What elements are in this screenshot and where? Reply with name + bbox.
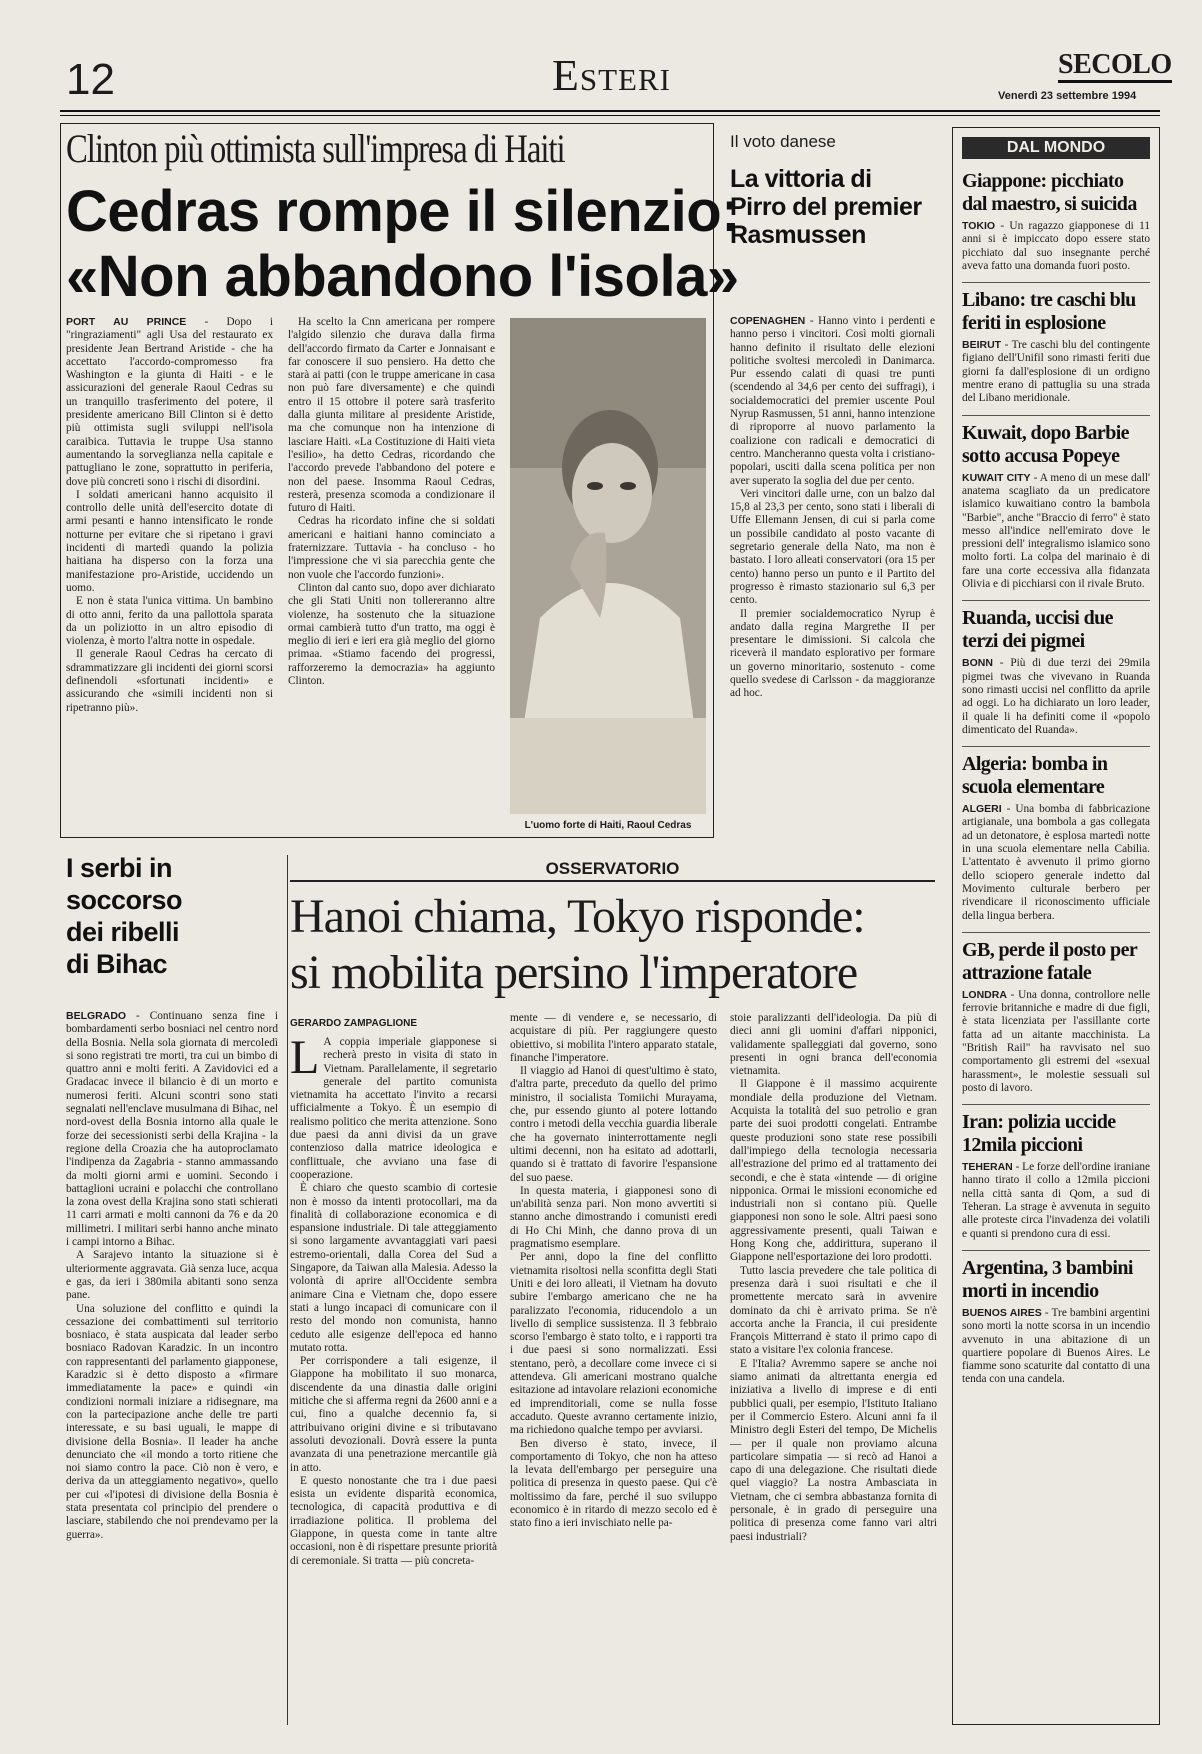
dal-mondo-item-headline: Libano: tre caschi blu feriti in esplosione: [962, 289, 1136, 335]
haiti-col1-p4: Il generale Raoul Cedras ha cercato di sdrammatizzare gli incidenti dei giorni scorsi definendoli «sfortunati incidenti» e assicurando che «simili incidenti non si ripetranno più».: [66, 648, 273, 714]
haiti-col1-text: - Dopo i "ringraziamenti" agli Usa del restaurato ex presidente Jean Bertrand Aristide - che ha accettato l'accordo-compromesso fra Washington e la giunta di Haiti - e le assicurazioni del generale Raoul Cedras su un tranquillo trasferimento del potere, il presidente americano Bill Clinton si è detto più ottimista sugli sviluppi nell'isola caraibica. Tuttavia le truppe Usa stanno aumentando la sorveglianza nella capitale e pattugliano le zone, soprattutto in periferia, dove più concreti sono i rischi di disordini.: [66, 316, 273, 488]
dal-mondo-item-body: [962, 1307, 1150, 1387]
denmark-headline: La vittoria di Pirro del premier Rasmussen: [730, 165, 922, 249]
dal-mondo-item-headline: Ruanda, uccisi due terzi dei pigmei: [962, 607, 1113, 653]
osservatorio-col2-p4: Per anni, dopo la fine del conflitto vietnamita risoltosi nella sconfitta degli Stati Uniti e dei loro alleati, il Vietnam ha dovuto subire l'embargo americano che ne ha paralizzato l'economia, riducendolo a un livello di semplice sussistenza. Il 3 febbraio scorso l'embargo è stato tolto, e i rapporti tra i due paesi si sono normalizzati. Essi stentano, però, a decollare come invece ci si attendeva. Gli americani mostrano qualche esitazione ad intavolare relazioni economiche ed imprenditoriali, come se nulla fosse accaduto. Queste avranno certamente inizio, ma richiedono qualche tempo per avviarsi.: [510, 1251, 717, 1437]
dal-mondo-item: [962, 932, 1150, 1095]
header-rule: [60, 110, 1160, 112]
haiti-col1-p3: E non è stata l'unica vittima. Un bambino di otto anni, ferito da una pallottola sparata da un poliziotto in un altro episodio di violenza, è morto l'altra notte in ospedale.: [66, 595, 273, 648]
paper-name: SECOLO: [1058, 50, 1172, 83]
dal-mondo-item-text: - Tre bambini argentini sono morti la notte scorsa in un incendio avvenuto in una abitazione di un quartiere popolare di Buenos Aires. Le fiamme sono scaturite dal contatto di una tenda con una candela.: [962, 1306, 1150, 1386]
dal-mondo-item-text: - Un ragazzo giapponese di 11 anni si è impiccato dopo essere stato picchiato dal suo insegnante perché aveva fatto una domanda fuori posto.: [962, 220, 1150, 272]
serbi-headline: I serbi in soccorso dei ribelli di Bihac: [66, 853, 183, 979]
osservatorio-col2-p1: mente — di vendere e, se necessario, di acquistare di più. Per raggiungere questo obiettivo, si mobilita l'intero apparato statale, finanche l'imperatore.: [510, 1012, 717, 1064]
osservatorio-col3-p2: Il Giappone è il massimo acquirente mondiale della produzione del Vietnam. Acquista la totalità del suo petrolio e gran parte dei suoi prodotti congelati. Entrambe queste produzioni sono state rese possibili dall'impiego della tecnologia necessaria all'estrazione del primo ed al trattamento dei secondi, e che è stata «intende — di origine nipponica. Ormai le missioni economiche ed industriali non si contano più. Quelle giapponesi non sono le sole. Altri paesi sono aggressivamente presenti, quali Taiwan e Hong Kong che, addirittura, superano il Giappone nell'esportazione dei loro prodotti.: [730, 1078, 937, 1264]
osservatorio-label: OSSERVATORIO: [290, 858, 935, 882]
dal-mondo-item-text: - A meno di un mese dall' anatema scagliato da un predicatore islamico kuwaitiano contro la bambola "Barbie", anche "Braccio di ferro" è stato messo all'indice nell'emirato dove le pressioni dell' integralismo islamico sono molto forti. La colpa del marinaio è di fare una corte eccessiva alla fidanzata Olivia e di picchiarsi con il rivale Bruto.: [962, 471, 1150, 591]
dal-mondo-item-text: - Una donna, controllore nelle ferrovie britanniche e madre di due figli, è stata licenziata per l'assillante corte fatta ad un aitante macchinista. La "British Rail" ha ravvisato nel suo comportamento gli estremi del «sexual harassment», le molestie sessuali sul posto di lavoro.: [962, 988, 1150, 1094]
cedras-portrait-image: [510, 318, 706, 814]
dal-mondo-item: [962, 746, 1150, 923]
dal-mondo-item-dateline: TEHERAN: [962, 1161, 1013, 1174]
dal-mondo-item: [962, 282, 1150, 405]
dal-mondo-item-body: [962, 339, 1150, 405]
osservatorio-col1-p4: E questo nonostante che tra i due paesi esista un evidente disparità economica, tecnologica, di capacità produttiva e di irradiazione politica. Il problema del Giappone, in questa come in tante altre occasioni, non è di rispettare presunte priorità di ceremoniale. Si tratta — più concreta-: [290, 1474, 497, 1567]
osservatorio-col2-p3: In questa materia, i giapponesi sono di un'abilità senza pari. Non mono avvertiti si stanno anche dimostrando i comunisti eredi di Ho Chi Minh, che danno prova di un pragmatismo esemplare.: [510, 1184, 717, 1251]
dal-mondo-item-headline: Algeria: bomba in scuola elementare: [962, 753, 1108, 799]
haiti-column-1: [66, 316, 273, 834]
photo-caption: L'uomo forte di Haiti, Raoul Cedras: [524, 820, 692, 831]
dal-mondo-item-body: [962, 803, 1150, 923]
osservatorio-left-rule: [287, 855, 288, 1725]
dal-mondo-list: [962, 170, 1150, 1720]
dal-mondo-item-headline: Argentina, 3 bambini morti in incendio: [962, 1256, 1133, 1302]
dal-mondo-item-dateline: ALGERI: [962, 803, 1002, 816]
denmark-body: [730, 315, 935, 835]
denmark-p1: - Hanno vinto i perdenti e hanno perso i vincitori. Così molti giornali hanno definito il risultato delle elezioni politiche svoltesi mercoledì in Danimarca. Pur essendo calati di quasi tre punti (scendendo al 34,6 per cento dei suffragi), i socialdemocratici del premier uscente Poul Nyrup Rasmussen, 51 anni, hanno intenzione di riproporre al nuovo parlamento la coalizione con radicali e democratici di centro. Mancheranno questa volta i cristiano-popolari, usciti dalla scena politica per non aver superato la soglia del due per cento.: [730, 315, 935, 487]
dal-mondo-item-dateline: TOKIO: [962, 220, 996, 232]
osservatorio-col3-p1: stoie paralizzanti dell'ideologia. Da più di dieci anni gli uomini d'affari nipponici, validamente spalleggiati dal governo, sono presenti in ogni branca dell'economia vietnamita.: [730, 1012, 937, 1078]
cedras-photo: [510, 318, 706, 814]
dal-mondo-item-body: [962, 989, 1150, 1095]
dal-mondo-item-body: [962, 220, 1150, 273]
haiti-col2-p3: Clinton dal canto suo, dopo aver dichiarato che gli Stati Uniti non tollereranno altre violenze, ha sostenuto che la situazione ormai cambierà tutto d'un tratto, ma oggi è meglio di ieri e ieri era già meglio del giorno primaa. «Stiamo facendo dei progressi, rafforzeremo la democrazia» ha aggiunto Clinton.: [288, 581, 495, 688]
dal-mondo-item-dateline: BUENOS AIRES: [962, 1306, 1042, 1319]
osservatorio-column-2: [510, 1012, 717, 1726]
osservatorio-dropcap: L: [290, 1036, 320, 1084]
dal-mondo-item-dateline: LONDRA: [962, 988, 1007, 1001]
dal-mondo-item-text: - Tre caschi blu del contingente figiano dell'Unifil sono rimasti feriti due giorni fa dall'esplosione di un ordigno mentre erano di pattuglia su una strada del Libano meridionale.: [962, 339, 1150, 405]
dal-mondo-item-headline: GB, perde il posto per attrazione fatale: [962, 938, 1137, 984]
serbi-body: [66, 1010, 278, 1725]
dal-mondo-title: DAL MONDO: [962, 137, 1150, 159]
dal-mondo-item-dateline: KUWAIT CITY: [962, 471, 1031, 484]
dal-mondo-item-headline: Giappone: picchiato dal maestro, si suicida: [962, 170, 1137, 215]
serbi-p2: A Sarajevo intanto la situazione si è ulteriormente aggravata. Già senza luce, acqua e gas, da ieri i 380mila abitanti sono senza pane.: [66, 1249, 278, 1302]
dal-mondo-item: [962, 1250, 1150, 1387]
osservatorio-col1-p3: Per corrispondere a tali esigenze, il Giappone ha mobilitato il suo monarca, discendente da una dinastia dalle origini mitiche che si afferma regni da 2600 anni e a cui, fino a qualche decennio fa, si attribuivano origini divine e si tributavano assoluti devozionali. Dovrà essere la punta avanzata di una penetrazione mercantile già in atto.: [290, 1355, 497, 1474]
denmark-p3: Il premier socialdemocratico Nyrup è andato dalla regina Margrethe II per presentare le dimissioni. Si calcola che riceverà il mandato esplorativo per formare un governo minoritario, sostenuto - come quello svedese di Carlsson - da maggioranze ad hoc.: [730, 607, 935, 700]
osservatorio-col1-p1: A coppia imperiale giapponese si recherà presto in visita di stato in Vietnam. Parallelamente, il segretario generale del partito comunista vietnamita ha accettato l'invito a recarsi ufficialmente a Tokyo. È un esempio di realismo politico che merita attenzione. Sono due paesi da anni divisi da un grave contenzioso dalla matrice ideologica e conflittuale, che avviano una fase di cooperazione.: [290, 1036, 497, 1181]
dal-mondo-item-dateline: BONN: [962, 657, 993, 670]
denmark-p2: Veri vincitori dalle urne, con un balzo dal 15,8 al 23,3 per cento, sono stati i liberali di Uffe Ellemann Jensen, di cui si parla come un possibile candidato al posto vacante di segretario generale della Nato, ma non è bastato. I loro alleati conservatori (ora 15 per cento) hanno perso un punto e il Partito del progresso è rimasto stazionario sul 6,3 per cento.: [730, 487, 935, 607]
osservatorio-byline: GERARDO ZAMPAGLIONE: [290, 1018, 418, 1029]
haiti-col1-p2: I soldati americani hanno acquisito il controllo delle unità dell'esercito dotate di armi pesanti e hanno intensificato le ronde notturne per evitare che si ripetano i gravi incidenti di martedì quando la polizia haitiana ha disperso con la forza una manifestazione pro-Aristide, uccidendo un uomo.: [66, 488, 273, 594]
dal-mondo-item-body: [962, 1161, 1150, 1241]
dal-mondo-item: [962, 415, 1150, 592]
osservatorio-col2-p2: Il viaggio ad Hanoi di quest'ultimo è stato, d'altra parte, preceduto da quello del primo ministro, il socialista Tomiichi Murayama, che, pur essendo giunto al potere lottando contro i metodi della vecchia guardia liberale che ha governato ininterrottamente negli ultimi decenni, non ha esitato ad adottarli, quando si è trattato di favorire l'espansione del suo paese.: [510, 1065, 717, 1184]
dal-mondo-item: [962, 600, 1150, 737]
haiti-headline-2: «Non abbandono l'isola»: [66, 244, 739, 309]
osservatorio-column-3: [730, 1012, 937, 1726]
dal-mondo-item: [962, 170, 1150, 273]
dal-mondo-item-text: - Più di due terzi dei 29mila pigmei twas che vivevano in Ruanda sono rimasti uccisi nel conflitto da aprile ad oggi. Lo ha dichiarato un loro leader, il quale li ha definiti come il «popolo dimenticato del Ruanda».: [962, 657, 1150, 736]
haiti-col2-p2: Cedras ha ricordato infine che si soldati americani e haitiani hanno cominciato a fraternizzare. Tuttavia - ha concluso - ho l'impressione che vi sia parecchia gente che non vuole che l'accordo funzioni».: [288, 515, 495, 581]
section-title: Esteri: [552, 51, 671, 100]
denmark-kicker: Il voto danese: [730, 132, 836, 151]
dal-mondo-item-headline: Iran: polizia uccide 12mila piccioni: [962, 1111, 1116, 1157]
denmark-dateline: COPENAGHEN: [730, 315, 806, 327]
osservatorio-headline-2: si mobilita persino l'imperatore: [290, 946, 858, 999]
osservatorio-column-1: [290, 1036, 497, 1726]
dal-mondo-item-headline: Kuwait, dopo Barbie sotto accusa Popeye: [962, 421, 1129, 467]
haiti-dateline: PORT AU PRINCE: [66, 316, 187, 328]
dal-mondo-item-body: [962, 657, 1150, 737]
issue-date: Venerdì 23 settembre 1994: [998, 90, 1137, 102]
haiti-headline-1: Cedras rompe il silenzio:: [66, 179, 741, 244]
osservatorio-headline-1: Hanoi chiama, Tokyo risponde:: [290, 890, 865, 943]
dal-mondo-item-text: - Una bomba di fabbricazione artigianale, una bombola a gas collegata ad un detonatore, è esplosa martedì notte in una scuola elementare nella Cabilia. L'attentato è avvenuto il primo giorno dello sciopero generale indetto dal Movimento culturale berbero per rivendicare il riconoscimento ufficiale della lingua berbera.: [962, 803, 1150, 922]
osservatorio-col3-p3: Tutto lascia prevedere che tale politica di presenza darà i suoi risultati e che il promettente mercato sarà in avvenire dominato da chi è arrivato prima. Se n'è accorta anche la Francia, il cui presidente François Mitterrand è stato il primo capo di stato a visitare l'ex colonia francese.: [730, 1264, 937, 1357]
haiti-kicker: Clinton più ottimista sull'impresa di Haiti: [66, 126, 565, 171]
dal-mondo-item: [962, 1104, 1150, 1241]
osservatorio-col3-p4: E l'Italia? Avremmo sapere se anche noi siamo animati da altrettanta energia ed iniziativa a livello di imprese e di enti pubblici quali, per esempio, l'Istituto Italiano per il Commercio Estero. Alcuni anni fa il Ministro degli Esteri del tempo, De Michelis — per il quale non proviamo alcuna particolare simpatia — si recò ad Hanoi a capo di una delegazione. Che risultati diede quel viaggio? La nostra Ambasciata in Vietnam, che ci sembra abbastanza fornita di personale, è in grado di perseguire una politica di presenza come fanno vari altri paesi industriali?: [730, 1357, 937, 1543]
header-rule-thin: [60, 115, 1160, 116]
serbi-p1: - Continuano senza fine i bombardamenti serbo bosniaci nel centro nord della Bosnia. Nella sola giornata di mercoledì si sono registrati tre morti, tra cui un bimbo di quattro anni e molti feriti. A Zavidovici ed a Gradacac invece il bilancio è di un morto e numerosi feriti. Alcuni scontri sono stati segnalati nell'enclave musulmana di Bihac, nel nord-ovest della Bosnia intorno alla quale le forze dei secessionisti serbi della Krajina - la regione della Croazia che ha autoproclamato l'indipenza da Zagabria - stanno ammassando da molti giorni armi e uomini. Secondo i battaglioni ucraini e polacchi che controllano la zona ovest della Krajina sono stati schierati 11 carri armati e molti cannoni da 76 e da 20 millimetri. I militari serbi hanno anche minato i campi intorno a Bihac.: [66, 1010, 278, 1249]
haiti-col2-p1: Ha scelto la Cnn americana per rompere l'algido silenzio che durava dalla firma dell'accordo firmato da Carter e Jonnaisant e far conoscere il suo pensiero. Ha detto che starà ai patti (con le truppe americane in casa non può fare diversamente) e che quindi entro il 15 ottobre il potere sarà trasferito dalla giunta militare al presidente Aristide, ma che comunque non ha intenzione di lasciare Haiti. «La Costituzione di Haiti vieta l'esilio», ha detto Cedras, ricordando che l'accordo prevede l'abbandono del potere e non del paese. Insomma Raoul Cedras, resterà, presenza scomoda a condizionare il futuro di Haiti.: [288, 316, 495, 515]
osservatorio-col2-p5: Ben diverso è stato, invece, il comportamento di Tokyo, che non ha atteso la levata dell'embargo per perseguire una politica di presenza in questo paese. Qui c'è moltissimo da fare, perché il suo sviluppo economico è in ritardo di mezzo secolo ed è stato fino a ieri invischiato nelle pa-: [510, 1437, 717, 1530]
serbi-dateline: BELGRADO: [66, 1010, 127, 1022]
serbi-p3: Una soluzione del conflitto e quindi la cessazione dei combattimenti sul territorio bosniaco, è stata auspicata dal leader serbo bosniaco Radovan Karadzic. In un incontro con rappresentanti del parlamento giapponese, Karadzic si è detto disposto a «firmare immediatamente la pace» e quindi «in condizioni normali iniziare a ridisegnare, ma con la partecipazione anche delle tre parti interessate, e su basi uguali, le mappe di divisione della Bosnia». Il leader ha anche denunciato che «il mondo a torto ritiene che noi siamo contro la pace. Ciò non è vero, e deriva da un atteggiamento negativo», quello per cui «l'ipotesi di divisione della Bosnia è stata presentata col principio del prendere o lasciare, stabilendo che noi prendevamo per la guerra».: [66, 1302, 278, 1541]
dal-mondo-item-body: [962, 472, 1150, 592]
dal-mondo-item-text: - Le forze dell'ordine iraniane hanno tirato il collo a 12mila piccioni nella città santa di Qom, a sud di Teheran. La strage è avvenuta in seguito alle proteste circa l'invadenza dei volatili e quanti si prendono cura di essi.: [962, 1161, 1150, 1240]
haiti-column-2: [288, 316, 495, 834]
dal-mondo-item-dateline: BEIRUT: [962, 339, 1002, 352]
osservatorio-col1-p2: È chiaro che questo scambio di cortesie non è mosso da intenti protocollari, ma da finalità di collaborazione economica e di espansione industriale. Di tale atteggiamento si sono largamente avvantaggiati vari paesi estremo-orientali, dalla Corea del Sud a Singapore, da Taiwan alla Malesia. Adesso la volontà di aprire all'Occidente sembra animare Cina e Vietnam che, dopo essere stati a lungo incapaci di comunicare con il resto del mondo non comunista, hanno ceduto alle esigenze dell'epoca ed hanno mutato rotta.: [290, 1182, 497, 1354]
page-number: 12: [66, 55, 115, 104]
